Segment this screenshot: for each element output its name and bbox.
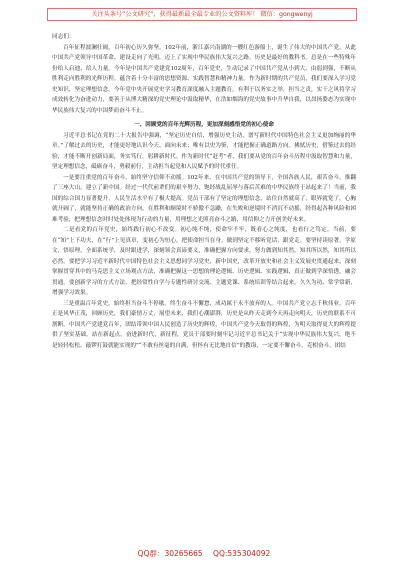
promo-banner: 关注头条号“公文研究”，获得最新最全最专业的公文资料库！ 微信：gongwenyj — [47, 8, 357, 21]
footer-contact — [0, 548, 408, 559]
qq-group-text: QQ群：30265665 — [137, 549, 203, 558]
qq-text: QQ:535304092 — [213, 549, 271, 558]
paragraph-3: 二是看党的百年党史，始终践行初心不改变。初心纯不纯，使命牢不牢，既看心之纯度，也看行之笃定。当前，要在“知”上下功夫，在“行”上见真章，变初心为恒心，把使命担当在身，做到坚定不移听党话，跟党走。要坚持读原著，学原文，悟原理，全面系统学，及时跟进学，深刻领会真谛要义，准确把握方向要求，努力做到知其然，知其所以然，知其所以必然。要把学习习近平新时代中国特色社会主义思想同学习党史，新中国史，改革开放史和社会主义发展史贯通起来，深刻掌握贯穿其中的马克思主义立场观点方法，准确把握这一思想的理论逻辑、历史逻辑、实践逻辑，真正做到学深悟透，融会贯通。要创新学习的方式方法，把经常性自学与专题性研讨交流、主题党课、系统培训等结合起来，久久为功、常学常新，增强学习效果。 — [52, 227, 356, 296]
greeting: 同志们： — [52, 34, 75, 40]
paragraph-4: 三是重温百年党史，始终担当奋斗不停歇。终生奋斗不懈怠，成功属于永不放弃的人。中国共产党立志千秋伟业，百年正是风华正茂，回顾历史，我们豪情万丈，展望未来，我们心潮澎湃，历史是从昨天走到今天再走向明天，历史的联系不可割断。中国共产党建党百年，团结带领中国人民创造了历史的辉煌，中国共产党今天取得的辉煌，为明天取得更大的辉煌提供了坚实基础。站在新起点，奋进新时代，新征程，党员干部要时刻牢记习近平总书记关于“实现中华民族伟大复兴，绝不是轻轻松松、敲锣打鼓就能实现的”“不敢有丝毫的自满，但怀有无比地自信”的教诲，一定要不懈奋斗，克相奋斗，团结 — [52, 300, 356, 349]
paragraph-2: 一是要注重党的百年奋斗，始终坚守信仰不动摇。102年来，在中国共产党的领导下，全国各族人民，艰苦奋斗，推翻了三座大山，建立了新中国。经过一代代前辈们的艰辛努力，饱经战乱屈辱与落后苦难的中华民族终于站起来了！当前，我国的综合国力显著提升，人民生活水平有了极大提高。党员干部有了坚定的理想信念，站住自然就高了，眼界就宽了，心胸就开阔了，就能坚持正确的政治方向，在胜利和顺境时不骄傲不急躁，在失败和逆境时不消沉不动摇，经得起各种风险和困难考验，把理想信念时时处处体现为行动的力量，用理想之光照亮奋斗之路，用信仰之力开创美好未来。 — [52, 174, 356, 223]
intro-paragraph: 百年征程波澜壮阔，百年初心历久弥坚。102年前，浙江嘉兴南湖的一艘红色游船上，诞生了伟大的中国共产党。从此中国共产党领导中国革命、建设走向了光明，迈上了实现中华民族伟大复兴之路。历史是最好的教科书。总是在一些特殊年份给人启迪、给人力量。今年是中国共产党建党102周年，百年党史，生动记录了中国共产党从小到大、由弱到强，不断从胜利走向胜利的光辉历程。蕴含着十分丰富的思想资源、实践智慧和精神力量。作为新时期的共产党员，我们要深入学习党史知识，坚定理想信念。今年党中央开展党史学习教育深度融入主题教育，有利于以务实之举，担当之责，实干之风将学习成效转化为奋进动力，要善于从博大精深的党史理论中汲取精华，在浩如烟海的党史故事中升华自我，以昂扬姿态为实现中华民族伟大复兴的中国梦而奋斗不止。 — [52, 44, 356, 114]
paragraph-1: 习近平总书记在党的二十大报告中强调，“坚定历史自信，增强历史主动，谱写新时代中国特色社会主义更加绚丽的华章。”了解过去的历史，才能更好地认识今天、面向未来；唯有以史为鉴，才能把握正确道路方向。拂拭历史，借鉴过去的经验，才能不断开创新局面，务实笃行，躬耕新时代。作为新时代“赶考”者，我们要从党的百年奋斗历程中汲取智慧和力量，坚定理想信念，砥砺奋斗，勇毅前行，主动担当起党和人民赋予的时代重任。 — [52, 132, 356, 170]
section-heading: 一、回顾党的百年光辉历程，更加深刻感悟党的初心使命 — [134, 122, 274, 128]
document-body — [52, 30, 356, 351]
